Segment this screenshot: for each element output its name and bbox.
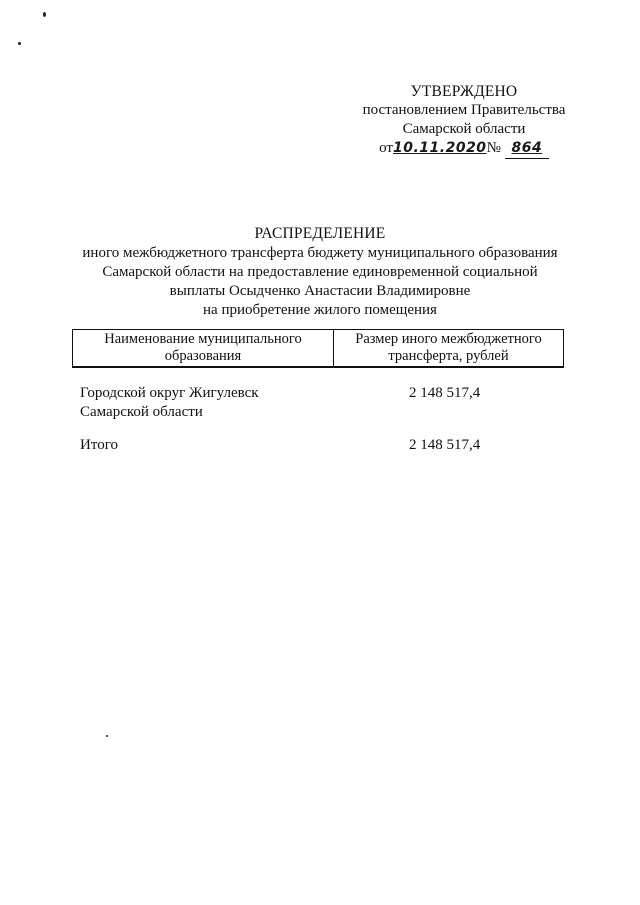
document-subtitle-line-2: Самарской области на предоставление единовременной социальной xyxy=(102,264,538,280)
scan-speck xyxy=(43,12,46,17)
municipality-name-line-2: Самарской области xyxy=(80,404,203,420)
column-header-amount xyxy=(334,330,564,366)
transfer-amount: 2 148 517,4 xyxy=(409,385,481,401)
approval-line-2: Самарской области xyxy=(402,121,526,137)
approval-date-prefix: от xyxy=(379,140,393,156)
approval-heading: УТВЕРЖДЕНО xyxy=(410,83,518,100)
approval-line-1: постановлением Правительства xyxy=(362,102,566,118)
municipality-name xyxy=(80,384,340,422)
approval-date-line xyxy=(330,139,598,159)
approval-number-sign: № xyxy=(486,140,501,156)
approval-number: 864 xyxy=(505,139,549,159)
column-header-amount-line-2: трансферта, рублей xyxy=(388,348,509,364)
scan-speck xyxy=(106,735,108,737)
document-title-block xyxy=(70,224,570,320)
total-amount: 2 148 517,4 xyxy=(409,437,481,453)
column-header-municipality-line-2: образования xyxy=(164,348,242,364)
document-subtitle-line-4: на приобретение жилого помещения xyxy=(203,302,437,318)
column-header-municipality-line-1: Наименование муниципального xyxy=(104,331,302,347)
column-header-amount-line-1: Размер иного межбюджетного xyxy=(355,331,542,347)
column-header-municipality xyxy=(72,330,334,366)
total-row xyxy=(80,436,560,456)
document-subtitle-line-3: выплаты Осыдченко Анастасии Владимировне xyxy=(169,283,471,299)
approval-date: 10.11.2020 xyxy=(392,140,487,156)
document-title: РАСПРЕДЕЛЕНИЕ xyxy=(254,225,386,242)
municipality-name-line-1: Городской округ Жигулевск xyxy=(80,385,259,401)
scan-speck xyxy=(18,42,21,45)
total-label: Итого xyxy=(80,437,118,453)
table-header xyxy=(72,329,564,368)
table-row xyxy=(80,384,560,424)
approval-block xyxy=(330,82,598,159)
document-subtitle-line-1: иного межбюджетного трансферта бюджету муниципального образования xyxy=(82,245,558,261)
